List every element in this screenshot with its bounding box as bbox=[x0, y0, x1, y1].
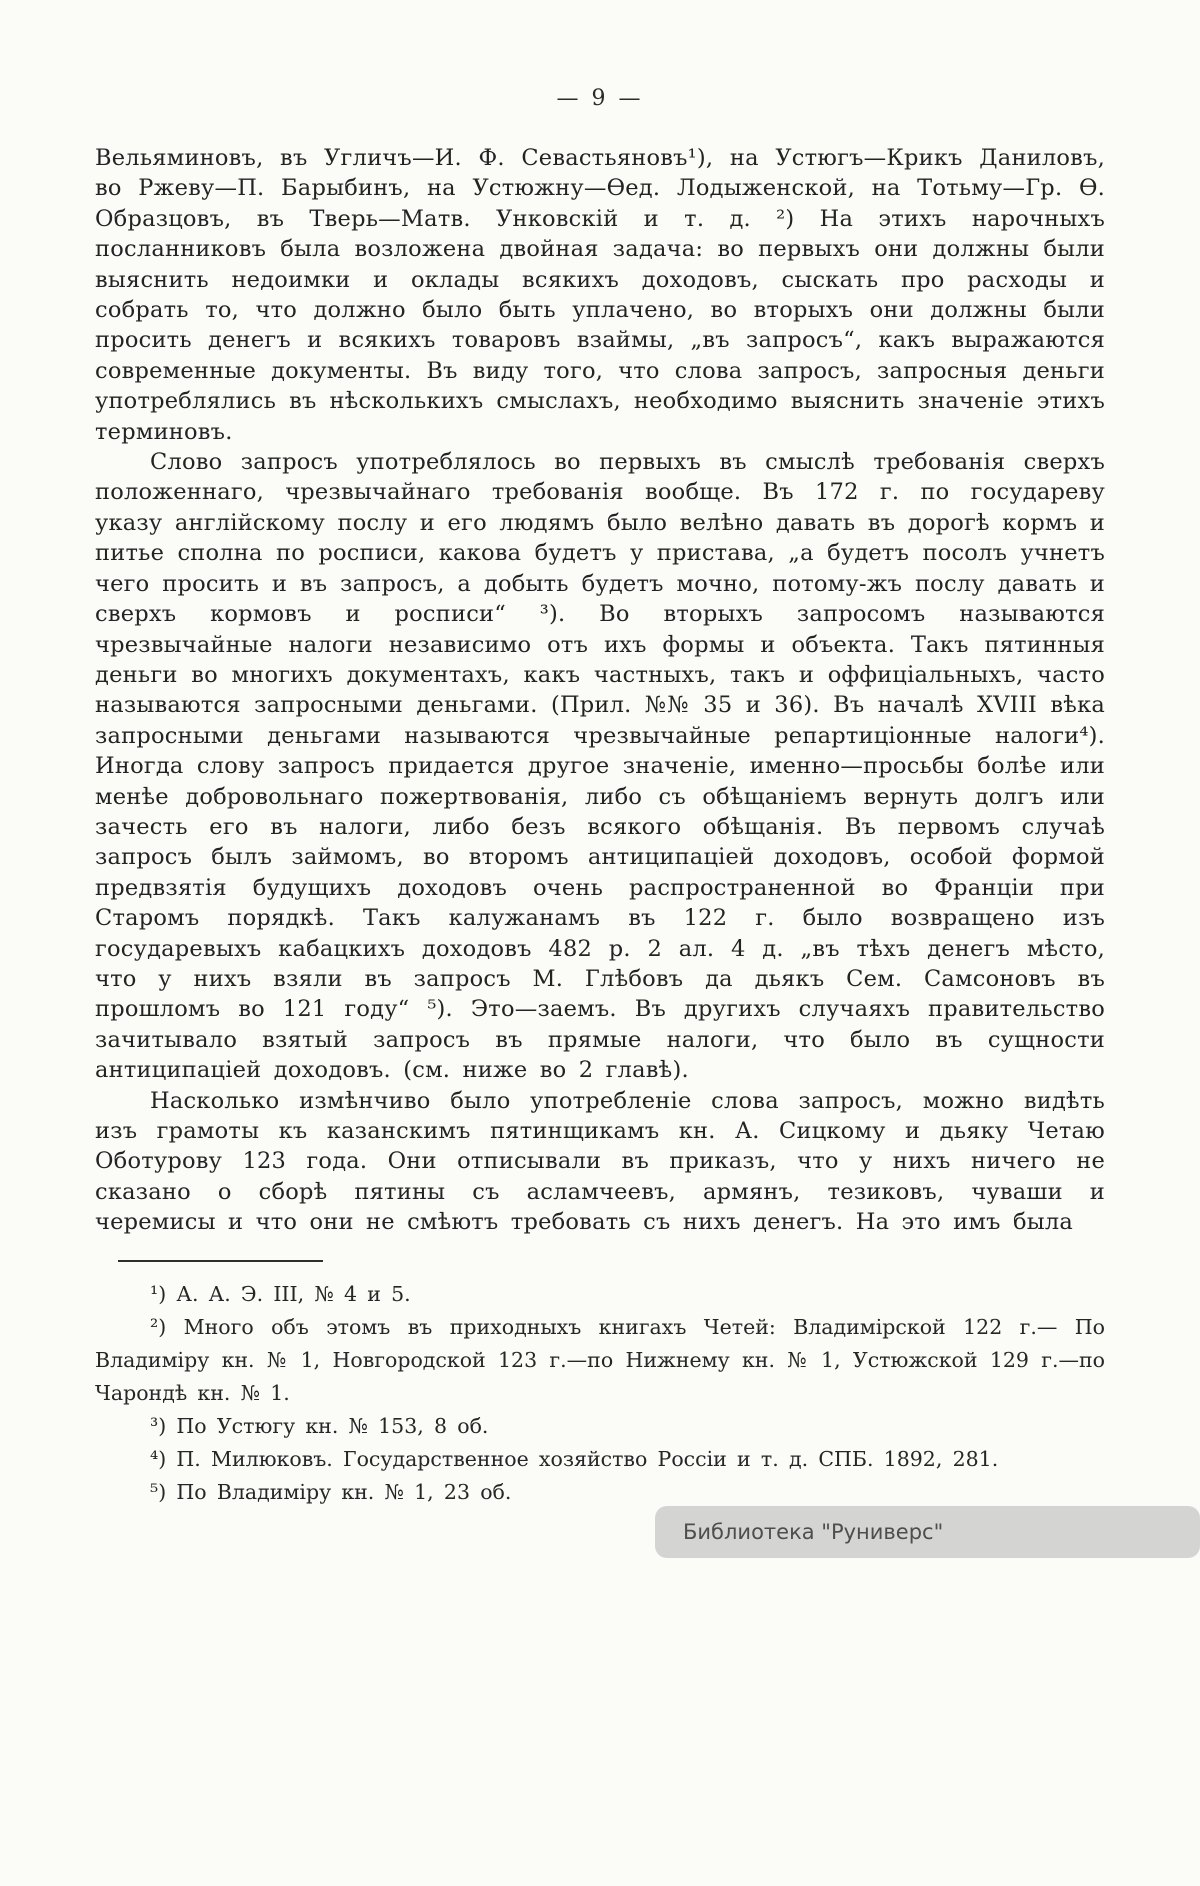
footnote-5: ⁵) По Владиміру кн. № 1, 23 об. bbox=[150, 1479, 512, 1504]
paragraph-3: Насколько измѣнчиво было употребленіе слова запросъ, можно видѣть изъ грамоты къ казанскимъ пятинщикамъ кн. А. Сицкому и дьяку Четаю Оботурову 123 года. Они отписывали въ приказъ, что у нихъ ничего не сказано о сборѣ пятины съ асламчеевъ, армянъ, тезиковъ, чуваши и черемисы и что они не смѣютъ требовать съ нихъ денегъ. На это имъ была bbox=[95, 1087, 1105, 1236]
footnote-4: ⁴) П. Милюковъ. Государственное хозяйство Россіи и т. д. СПБ. 1892, 281. bbox=[150, 1446, 999, 1471]
footnote-1: ¹) А. А. Э. III, № 4 и 5. bbox=[150, 1281, 411, 1306]
footnote-3: ³) По Устюгу кн. № 153, 8 об. bbox=[150, 1413, 489, 1438]
footnote-2: ²) Много объ этомъ въ приходныхъ книгахъ Четей: Владимірской 122 г.— По Владиміру кн. № 1, Новгородской 123 г.—по Нижнему кн. № 1, Устюжской 129 г.—по Чарондѣ кн. № 1. bbox=[95, 1314, 1105, 1405]
library-watermark-label: Библиотека "Руниверс" bbox=[683, 1520, 944, 1544]
paragraph-1: Вельяминовъ, въ Угличъ—И. Ф. Севастьяновъ¹), на Устюгъ—Крикъ Даниловъ, во Ржеву—П. Барыбинъ, на Устюжну—Ѳед. Лодыженской, на Тотьму—Гр. Ѳ. Образцовъ, въ Тверь—Матв. Унковскій и т. д. ²) На этихъ нарочныхъ посланниковъ была возложена двойная задача: во первыхъ они должны были выяснить недоимки и оклады всякихъ доходовъ, сыскать про расходы и собрать то, что должно было быть уплачено, во вторыхъ они должны были просить денегъ и всякихъ товаровъ взаймы, „въ запросъ“, какъ выражаются современные документы. Въ виду того, что слова запросъ, запросныя деньги употреблялись въ нѣсколькихъ смыслахъ, необходимо выяснить значеніе этихъ терминовъ. bbox=[95, 145, 1105, 445]
body-text bbox=[95, 143, 1105, 1238]
page-number: — 9 — bbox=[556, 86, 644, 111]
paragraph-2: Слово запросъ употреблялось во первыхъ въ смыслѣ требованія сверхъ положеннаго, чрезвычайнаго требованія вообще. Въ 172 г. по государеву указу англійскому послу и его людямъ было велѣно давать въ дорогѣ кормъ и питье сполна по росписи, какова будетъ у пристава, „а будетъ посолъ учнетъ чего просить и въ запросъ, а добыть будетъ мочно, потому-жъ послу давать и сверхъ кормовъ и росписи“ ³). Во вторыхъ запросомъ называются чрезвычайные налоги независимо отъ ихъ формы и объекта. Такъ пятинныя деньги во многихъ документахъ, какъ частныхъ, такъ и оффиціальныхъ, часто называются запросными деньгами. (Прил. №№ 35 и 36). Въ началѣ XVIII вѣка запросными деньгами называются чрезвычайные репартиціонные налоги⁴). Иногда слову запросъ придается другое значеніе, именно—просьбы болѣе или менѣе добровольнаго пожертвованія, либо съ обѣщаніемъ вернуть долгъ или зачесть его въ налоги, либо безъ всякого обѣщанія. Въ первомъ случаѣ запросъ былъ займомъ, во второмъ антиципаціей доходовъ, особой формой предвзятія будущихъ доходовъ очень распространенной во Франціи при Старомъ порядкѣ. Такъ калужанамъ въ 122 г. было возвращено изъ государевыхъ кабацкихъ доходовъ 482 р. 2 ал. 4 д. „въ тѣхъ денегъ мѣсто, что у нихъ взяли въ запросъ М. Глѣбовъ да дьякъ Сем. Самсоновъ въ прошломъ во 121 году“ ⁵). Это—заемъ. Въ другихъ случаяхъ правительство зачитывало взятый запросъ въ прямые налоги, что было въ сущности антиципаціей доходовъ. (см. ниже во 2 главѣ). bbox=[95, 449, 1105, 1084]
footnotes bbox=[95, 1278, 1105, 1509]
footnote-separator bbox=[118, 1260, 323, 1262]
library-watermark-badge bbox=[655, 1506, 1200, 1558]
